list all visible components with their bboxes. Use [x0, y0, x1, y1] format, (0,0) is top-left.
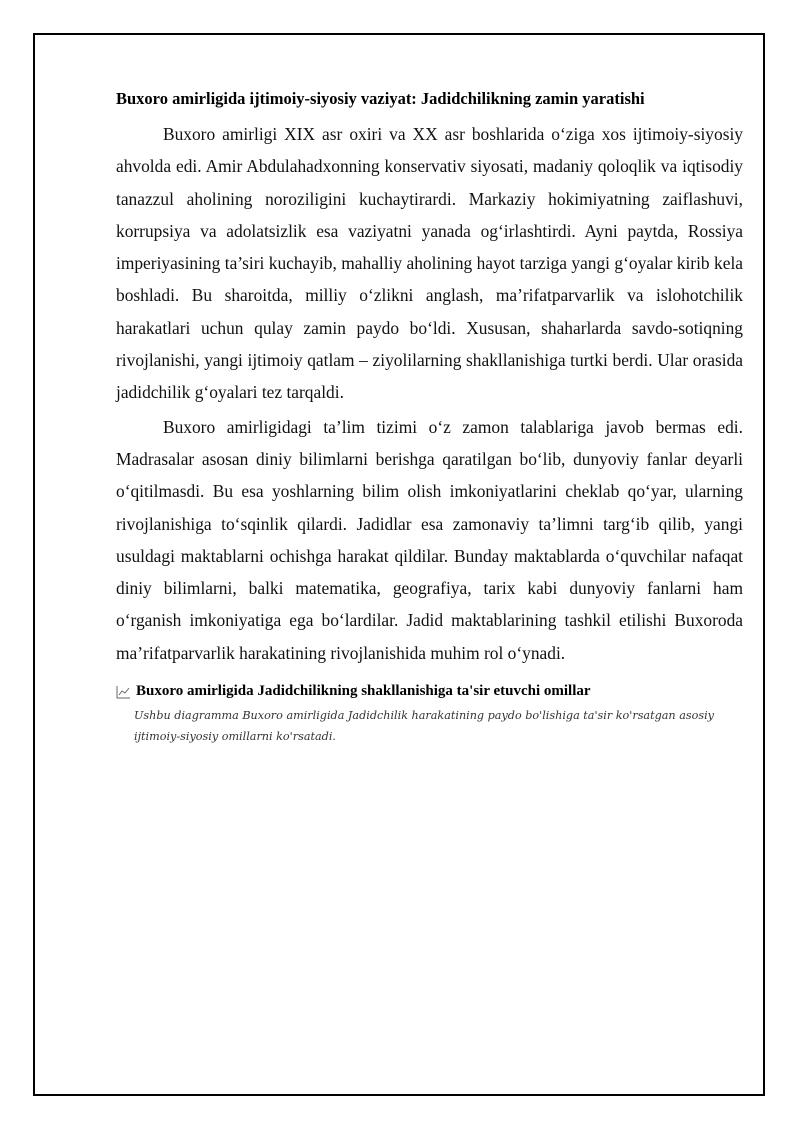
paragraph-2: Buxoro amirligidagi ta’lim tizimi o‘z zamon talablariga javob bermas edi. Madrasalar asosan diniy bilimlarni berishga qaratilgan bo‘lib, dunyoviy fanlar deyarli o‘qitilmasdi. Bu esa yoshlarning bilim olish imkoniyatlarini cheklab qo‘yar, ularning rivojlanishiga to‘sqinlik qilardi. Jadidlar esa zamonaviy ta’limni targ‘ib qilib, yangi usuldagi maktablarni ochishga harakat qildilar. Bunday maktablarda o‘quvchilar nafaqat diniy bilimlarni, balki matematika, geografiya, tarix kabi dunyoviy fanlarni ham o‘rganish imkoniyatiga ega bo‘lardilar. Jadid maktablarining tashkil etilishi Buxoroda ma’rifatparvarlik harakatining rivojlanishida muhim rol o‘ynadi.	[116, 416, 743, 663]
chart-icon	[116, 685, 131, 699]
figure-caption: Ushbu diagramma Buxoro amirligida Jadidchilik harakatining paydo bo'lishiga ta'sir ko'rsatgan asosiy ijtimoiy-siyosiy omillarni ko'rsatadi.	[134, 709, 714, 744]
section-heading: Buxoro amirligida ijtimoiy-siyosiy vaziyat: Jadidchilikning zamin yaratishi	[116, 89, 645, 108]
document-body	[116, 88, 743, 747]
figure-header	[116, 680, 743, 702]
figure-title: Buxoro amirligida Jadidchilikning shakllanishiga ta'sir etuvchi omillar	[136, 683, 591, 700]
paragraph-1: Buxoro amirligi XIX asr oxiri va XX asr boshlarida o‘ziga xos ijtimoiy-siyosiy ahvolda edi. Amir Abdulahadxonning konservativ siyosati, madaniy qoloqlik va iqtisodiy tanazzul aholining noroziligini kuchaytirardi. Markaziy hokimiyatning zaiflashuvi, korrupsiya va adolatsizlik esa vaziyatni yanada og‘irlashtirdi. Ayni paytda, Rossiya imperiyasining ta’siri kuchayib, mahalliy aholining hayot tarziga yangi g‘oyalar kirib kela boshladi. Bu sharoitda, milliy o‘zlikni anglash, ma’rifatparvarlik va islohotchilik harakatlari uchun qulay zamin paydo bo‘ldi. Xususan, shaharlarda savdo-sotiqning rivojlanishi, yangi ijtimoiy qatlam – ziyolilarning shakllanishiga turtki berdi. Ular orasida jadidchilik g‘oyalari tez tarqaldi.	[116, 124, 743, 403]
